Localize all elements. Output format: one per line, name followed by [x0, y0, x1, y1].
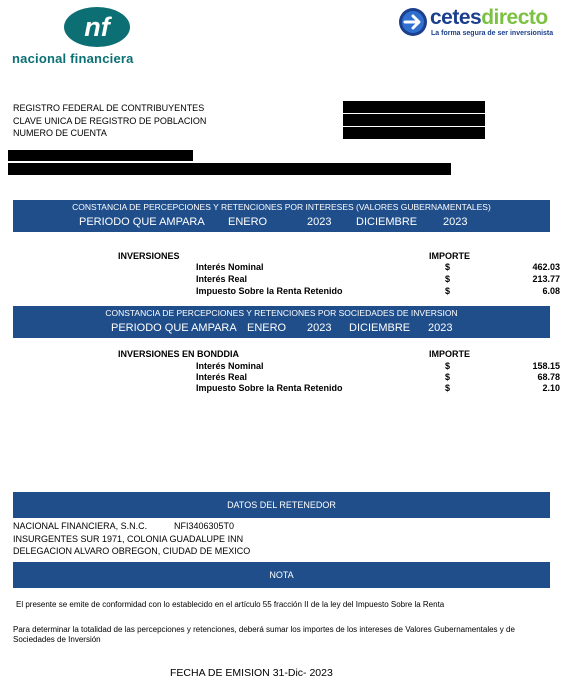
section2-title: CONSTANCIA DE PERCEPCIONES Y RETENCIONES POR SOCIEDADES DE INVERSION	[105, 308, 458, 318]
account-number-label: NUMERO DE CUENTA	[13, 128, 107, 138]
section2-period-label: PERIODO QUE AMPARA	[111, 322, 237, 334]
redacted-rfc	[343, 101, 485, 113]
section2-row-label: Interés Real	[196, 372, 248, 382]
section2-from-year: 2023	[307, 322, 332, 334]
section1-row-label: Interés Real	[196, 274, 248, 284]
section2-row-amount: 68.78	[537, 372, 560, 382]
fecha-emision	[170, 667, 333, 679]
retenedor-name: NACIONAL FINANCIERA, S.N.C.	[13, 521, 148, 531]
svg-text:nf: nf	[84, 12, 110, 42]
redacted-curp	[343, 114, 485, 126]
retenedor-title: DATOS DEL RETENEDOR	[227, 500, 336, 510]
section2-row-label: Impuesto Sobre la Renta Retenido	[196, 383, 343, 393]
cetesdirecto-logo	[398, 6, 562, 40]
section1-row-label: Interés Nominal	[196, 262, 264, 272]
cetes-text: cetes	[430, 6, 482, 29]
section2-to-year: 2023	[428, 322, 453, 334]
section2-col-importe: IMPORTE	[429, 349, 471, 359]
section1-to-month: DICIEMBRE	[356, 216, 418, 228]
section2-header	[13, 306, 550, 338]
directo-text: directo	[481, 6, 548, 29]
section2-row-currency: $	[445, 383, 451, 393]
nota-text-2: Para determinar la totalidad de las percepciones y retenciones, deberá sumar los importes de los intereses de Valores Gubernamentales y de Sociedades de Inversión	[13, 625, 515, 644]
nafin-logo-icon	[10, 6, 185, 50]
nota-title: NOTA	[269, 570, 294, 580]
rfc-label: REGISTRO FEDERAL DE CONTRIBUYENTES	[13, 103, 205, 113]
section1-to-year: 2023	[443, 216, 468, 228]
section1-row-currency: $	[445, 286, 451, 296]
nafin-logo-text: nacional financiera	[12, 51, 134, 66]
section2-row-amount: 158.15	[532, 361, 560, 371]
cetesdirecto-tagline: La forma segura de ser inversionista	[431, 30, 554, 37]
section1-period-label: PERIODO QUE AMPARA	[79, 216, 205, 228]
section1-row-amount: 6.08	[542, 286, 560, 296]
section1-col-inversiones: INVERSIONES	[118, 251, 180, 261]
section1-from-year: 2023	[307, 216, 332, 228]
fecha-emision-label: FECHA DE EMISION	[170, 667, 270, 679]
section2-col-inversiones: INVERSIONES EN BONDDIA	[118, 349, 240, 359]
cetesdirecto-arrow-icon	[398, 7, 428, 37]
section1-row-amount: 462.03	[532, 262, 560, 272]
section1-row-amount: 213.77	[532, 274, 560, 284]
section2-row-currency: $	[445, 361, 451, 371]
section1-from-month: ENERO	[228, 216, 268, 228]
fecha-emision-date: 31-Dic- 2023	[272, 667, 333, 679]
redacted-address	[8, 163, 451, 175]
curp-label: CLAVE UNICA DE REGISTRO DE POBLACION	[13, 116, 207, 126]
retenedor-address2: DELEGACION ALVARO OBREGON, CIUDAD DE MEXICO	[13, 546, 251, 556]
nota-text-1: El presente se emite de conformidad con lo establecido en el artículo 55 fracción II de la ley del Impuesto Sobre la Renta	[16, 600, 445, 609]
redacted-name	[8, 150, 193, 161]
nota-header	[13, 562, 550, 588]
section1-row-currency: $	[445, 274, 451, 284]
redacted-account	[343, 127, 485, 139]
section2-row-amount: 2.10	[542, 383, 560, 393]
section1-title: CONSTANCIA DE PERCEPCIONES Y RETENCIONES POR INTERESES (VALORES GUBERNAMENTALES)	[72, 202, 491, 212]
retenedor-rfc: NFI3406305T0	[174, 521, 235, 531]
section1-header	[13, 200, 550, 232]
section1-row-label: Impuesto Sobre la Renta Retenido	[196, 286, 343, 296]
retenedor-header	[13, 492, 550, 518]
section1-row-currency: $	[445, 262, 451, 272]
section2-row-currency: $	[445, 372, 451, 382]
section2-from-month: ENERO	[247, 322, 287, 334]
section1-col-importe: IMPORTE	[429, 251, 471, 261]
section2-to-month: DICIEMBRE	[349, 322, 411, 334]
section2-row-label: Interés Nominal	[196, 361, 264, 371]
retenedor-address1: INSURGENTES SUR 1971, COLONIA GUADALUPE INN	[13, 534, 244, 544]
nafin-logo	[10, 6, 185, 68]
